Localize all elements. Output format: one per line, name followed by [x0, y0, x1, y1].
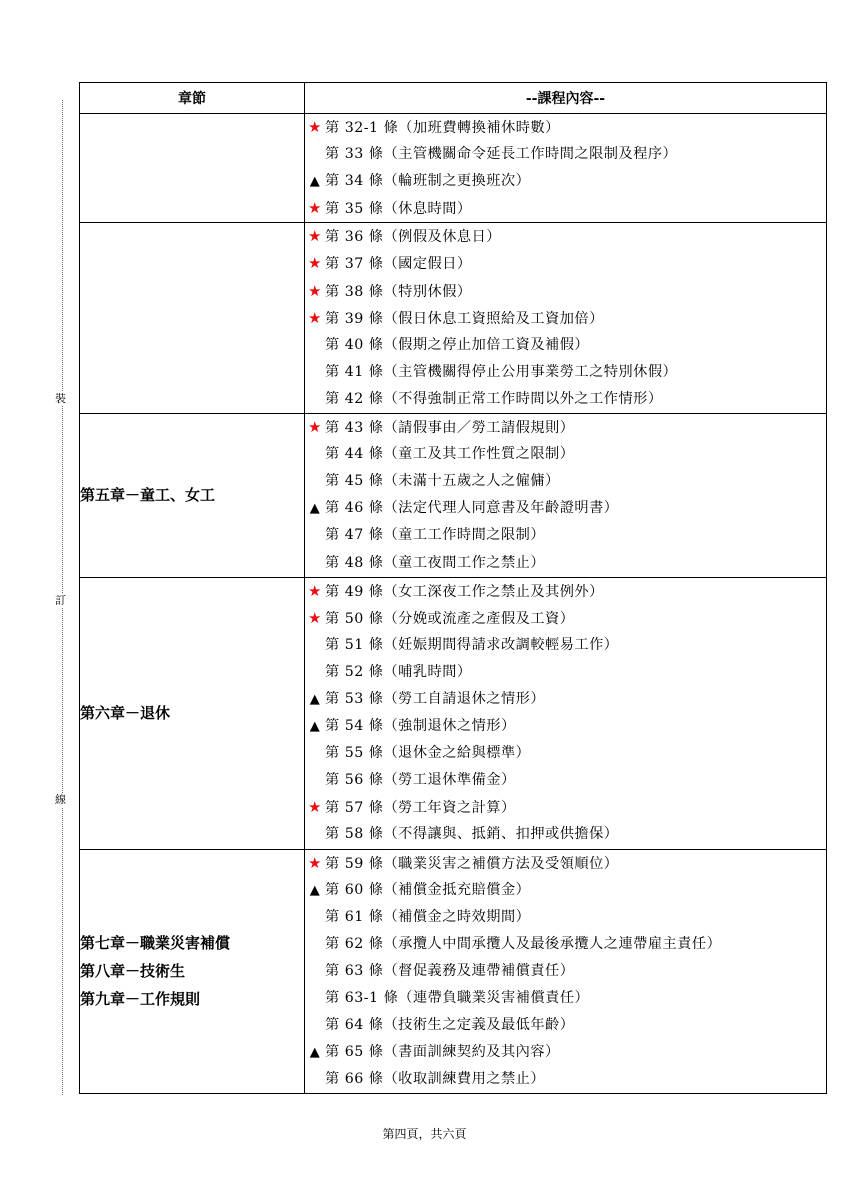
table-header-row [80, 83, 827, 114]
triangle-icon: ▲ [309, 501, 321, 517]
chapter-group-row [80, 114, 827, 223]
chapter-group-row [80, 577, 827, 849]
article-row [305, 713, 826, 740]
star-icon: ★ [308, 853, 322, 872]
article-text: 第 43 條（請假事由／勞工請假規則） [325, 420, 575, 437]
chapter-group-row [80, 849, 827, 1094]
article-row [305, 767, 826, 794]
article-row [305, 659, 826, 686]
star-icon: ★ [308, 199, 322, 218]
triangle-icon: ▲ [309, 1045, 321, 1061]
article-row [305, 250, 826, 277]
chapter-title: 第六章－退休 [80, 704, 171, 723]
article-row [305, 359, 826, 386]
article-text: 第 63 條（督促義務及連帶補償責任） [325, 962, 575, 979]
article-row [305, 495, 826, 522]
article-row [305, 850, 826, 877]
chapter-title: 第七章－職業災害補償 [80, 934, 231, 953]
chapter-group-row [80, 414, 827, 578]
binding-char: 裝 [55, 392, 66, 405]
article-text: 第 60 條（補償金抵充賠償金） [325, 881, 531, 898]
article-row [305, 550, 826, 577]
article-text: 第 39 條（假日休息工資照給及工資加倍） [325, 310, 604, 327]
article-row [305, 223, 826, 250]
star-icon: ★ [308, 281, 322, 300]
chapter-cell [80, 849, 305, 1094]
article-text: 第 47 條（童工工作時間之限制） [325, 527, 546, 544]
article-row [305, 605, 826, 632]
chapter-column-header: 章節 [80, 83, 305, 114]
chapter-title: 第八章－技術生 [80, 962, 186, 981]
article-text: 第 42 條（不得強制正常工作時間以外之工作情形） [325, 390, 663, 407]
article-text: 第 46 條（法定代理人同意書及年齡證明書） [325, 500, 619, 517]
article-text: 第 64 條（技術生之定義及最低年齡） [325, 1017, 575, 1034]
article-row [305, 305, 826, 332]
article-text: 第 62 條（承攬人中間承攬人及最後承攬人之連帶雇主責任） [325, 935, 722, 952]
binding-char: 訂 [55, 594, 66, 607]
triangle-icon: ▲ [309, 691, 321, 707]
article-text: 第 66 條（收取訓練費用之禁止） [325, 1071, 546, 1088]
article-row [305, 632, 826, 659]
article-row [305, 931, 826, 958]
article-row [305, 414, 826, 441]
triangle-icon: ▲ [309, 719, 321, 735]
article-text: 第 51 條（妊娠期間得請求改調較輕易工作） [325, 636, 619, 653]
article-text: 第 58 條（不得讓與、抵銷、扣押或供擔保） [325, 826, 619, 843]
article-text: 第 56 條（勞工退休準備金） [325, 772, 516, 789]
chapter-cell [80, 577, 305, 849]
star-icon: ★ [308, 118, 322, 136]
article-text: 第 34 條（輪班制之更換班次） [325, 173, 531, 190]
star-icon: ★ [308, 798, 322, 817]
star-icon: ★ [308, 608, 322, 627]
article-row [305, 278, 826, 305]
article-row [305, 740, 826, 767]
content-cell [305, 223, 827, 414]
article-row [305, 877, 826, 904]
article-row [305, 821, 826, 848]
chapter-cell [80, 114, 305, 223]
article-text: 第 41 條（主管機關得停止公用事業勞工之特別休假） [325, 363, 678, 380]
article-row [305, 114, 826, 141]
star-icon: ★ [308, 308, 322, 327]
article-row [305, 386, 826, 413]
chapter-title: 第五章－童工、女工 [80, 486, 216, 505]
chapter-title: 第九章－工作規則 [80, 990, 201, 1009]
star-icon: ★ [308, 418, 322, 437]
article-row [305, 141, 826, 168]
content-cell [305, 114, 827, 223]
article-row [305, 686, 826, 713]
article-row [305, 578, 826, 605]
triangle-icon: ▲ [309, 174, 321, 190]
content-cell [305, 577, 827, 849]
article-text: 第 57 條（勞工年資之計算） [325, 800, 516, 817]
triangle-icon: ▲ [309, 882, 321, 898]
article-row [305, 168, 826, 195]
article-text: 第 61 條（補償金之時效期間） [325, 908, 531, 925]
chapter-cell [80, 414, 305, 578]
binding-char: 線 [55, 793, 66, 806]
content-column-header: --課程內容-- [305, 83, 827, 114]
star-icon: ★ [308, 254, 322, 273]
article-text: 第 52 條（哺乳時間） [325, 663, 472, 680]
article-text: 第 35 條（休息時間） [325, 201, 472, 218]
article-text: 第 37 條（國定假日） [325, 256, 472, 273]
syllabus-table [79, 82, 827, 1094]
star-icon: ★ [308, 227, 322, 246]
article-row [305, 958, 826, 985]
article-row [305, 904, 826, 931]
article-text: 第 32-1 條（加班費轉換補休時數） [325, 120, 560, 136]
article-text: 第 55 條（退休金之給與標準） [325, 745, 531, 762]
article-text: 第 59 條（職業災害之補償方法及受領順位） [325, 855, 619, 872]
article-text: 第 65 條（書面訓練契約及其內容） [325, 1044, 560, 1061]
article-text: 第 40 條（假期之停止加倍工資及補假） [325, 336, 590, 353]
chapter-cell [80, 223, 305, 414]
article-text: 第 44 條（童工及其工作性質之限制） [325, 446, 575, 463]
article-row [305, 441, 826, 468]
article-text: 第 53 條（勞工自請退休之情形） [325, 690, 546, 707]
article-text: 第 54 條（強制退休之情形） [325, 718, 516, 735]
content-cell [305, 849, 827, 1094]
article-row [305, 1066, 826, 1093]
article-text: 第 49 條（女工深夜工作之禁止及其例外） [325, 583, 604, 600]
star-icon: ★ [308, 581, 322, 600]
content-cell [305, 414, 827, 578]
article-row [305, 522, 826, 549]
article-row [305, 332, 826, 359]
article-text: 第 33 條（主管機關命令延長工作時間之限制及程序） [325, 146, 678, 163]
article-text: 第 63-1 條（連帶負職業災害補償責任） [325, 990, 590, 1006]
article-text: 第 48 條（童工夜間工作之禁止） [325, 554, 546, 571]
article-row [305, 195, 826, 222]
article-text: 第 45 條（未滿十五歲之人之僱傭） [325, 473, 560, 490]
article-text: 第 38 條（特別休假） [325, 283, 472, 300]
article-row [305, 1012, 826, 1039]
page-footer: 第四頁，共六頁 [382, 1127, 467, 1141]
article-row [305, 794, 826, 821]
article-row [305, 468, 826, 495]
chapter-group-row [80, 223, 827, 414]
article-text: 第 50 條（分娩或流產之產假及工資） [325, 610, 575, 627]
article-text: 第 36 條（例假及休息日） [325, 229, 501, 246]
article-row [305, 985, 826, 1012]
article-row [305, 1039, 826, 1066]
